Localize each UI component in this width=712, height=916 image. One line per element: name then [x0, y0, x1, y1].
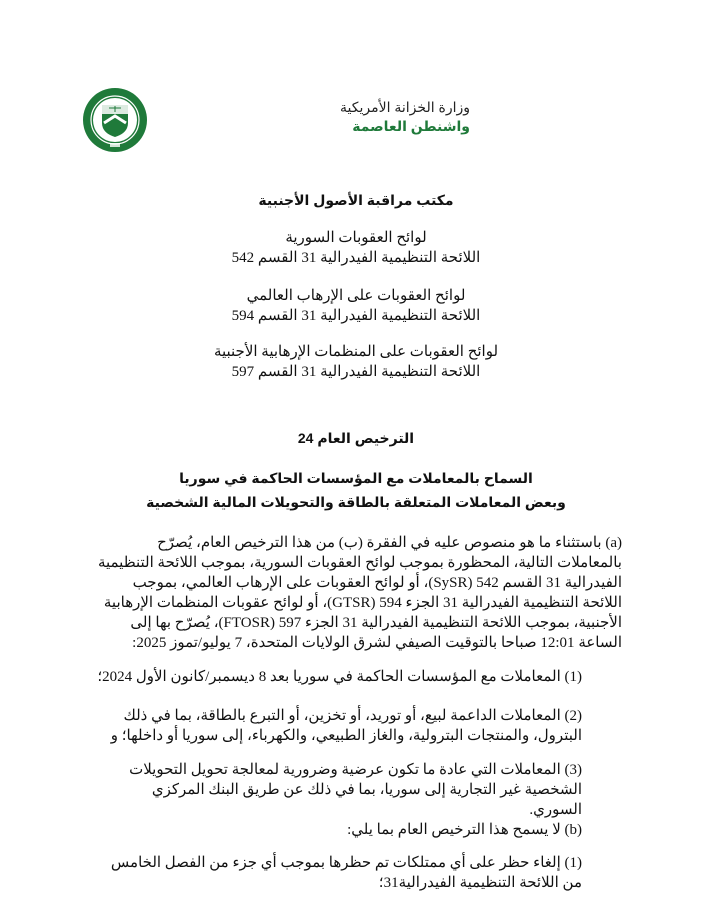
list-item: (1) إلغاء حظر على أي ممتلكات تم حظرها بموجب أي جزء من الفصل الخامس من اللائحة التنظيمية الفيدرالية31؛ [110, 855, 582, 891]
regulation-block [0, 342, 712, 382]
regulation-cfr: اللائحة التنظيمية الفيدرالية 31 القسم 542 [231, 250, 481, 266]
regulation-name: لوائح العقوبات على الإرهاب العالمي [246, 288, 466, 304]
list-item: (2) المعاملات الداعمة لبيع، أو توريد، أو تخزين، أو التبرع بالطاقة، بما في ذلك البترول، والمنتجات البترولية، والغاز الطبيعي، والكهرباء، إلى سوريا أو داخلها؛ و [110, 708, 582, 744]
regulation-name: لوائح العقوبات السورية [285, 230, 427, 246]
license-subtitle [0, 466, 712, 514]
regulation-block [0, 228, 712, 268]
office-title: مكتب مراقبة الأصول الأجنبية [258, 192, 454, 208]
subtitle-line-1: السماح بالمعاملات مع المؤسسات الحاكمة في سوريا [179, 470, 533, 486]
regulation-cfr: اللائحة التنظيمية الفيدرالية 31 القسم 594 [231, 308, 481, 324]
regulation-name: لوائح العقوبات على المنظمات الإرهابية الأجنبية [213, 344, 499, 360]
paragraph-a: (a) باستثناء ما هو منصوص عليه في الفقرة (ب) من هذا الترخيص العام، يُصرّح بالمعاملات التالية، المحظورة بموجب لوائح العقوبات السورية، بموجب اللائحة التنظيمية الفيدرالية 31 القسم 542 (SySR)، أو لوائح العقوبات على الإرهاب العالمي، بموجب اللائحة التنظيمية الفيدرالية 31 الجزء 594 (GTSR)، أو لوائح عقوبات المنظمات الإرهابية الأجنبية، بموجب اللائحة التنظيمية الفيدرالية 31 الجزء 597 (FTOSR)، يُصرّح بها إلى الساعة 12:01 صباحا بالتوقيت الصيفي لشرق الولايات المتحدة، 7 يوليو/تموز 2025: [97, 535, 622, 651]
license-title: الترخيص العام 24 [297, 430, 415, 446]
list-item: (1) المعاملات مع المؤسسات الحاكمة في سوريا بعد 8 ديسمبر/كانون الأول 2024؛ [97, 669, 582, 685]
paragraph-b: (b) لا يسمح هذا الترخيص العام بما يلي: [347, 822, 582, 838]
subtitle-line-2: وبعض المعاملات المتعلقة بالطاقة والتحويلات المالية الشخصية [146, 494, 566, 510]
regulation-cfr: اللائحة التنظيمية الفيدرالية 31 القسم 597 [231, 364, 481, 380]
regulation-block [0, 286, 712, 326]
letterhead [240, 98, 470, 136]
treasury-seal-icon [82, 87, 148, 153]
list-item: (3) المعاملات التي عادة ما تكون عرضية وضرورية لمعالجة تحويل التحويلات الشخصية غير التجارية إلى سوريا، بما في ذلك عن طريق البنك المركزي السوري. [129, 762, 582, 818]
city-name: واشنطن العاصمة [352, 118, 470, 134]
department-name: وزارة الخزانة الأمريكية [340, 99, 470, 115]
